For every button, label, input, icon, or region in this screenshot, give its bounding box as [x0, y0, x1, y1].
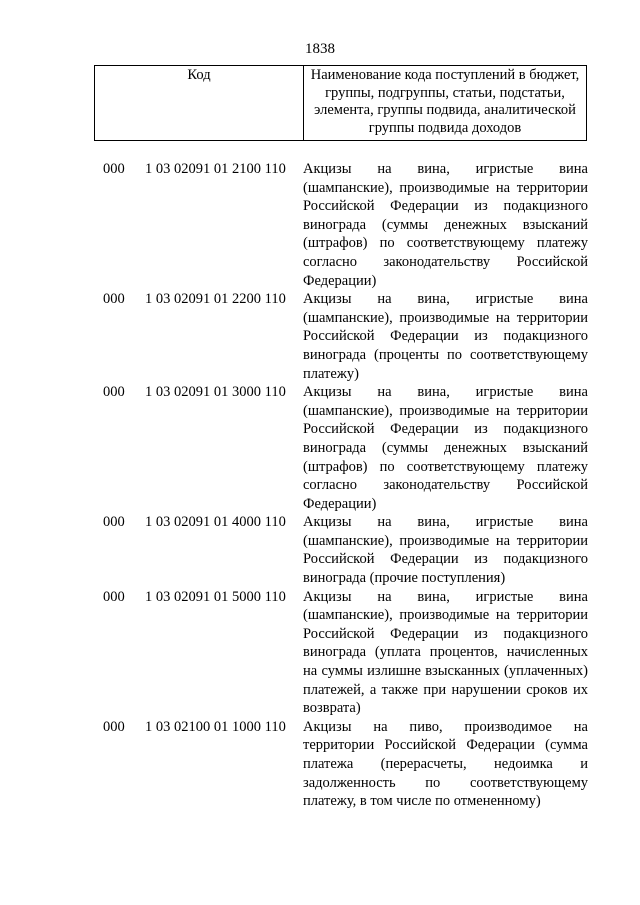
revenue-name: Акцизы на вина, игристые вина (шампанские), производимые на территории Российской Федерации из подакцизного винограда (уплата процентов, начисленных на суммы излишне взысканных (уплаченных) платежей, а также при нарушении сроков их возврата)	[303, 588, 588, 717]
table-row	[0, 588, 640, 718]
revenue-code: 1 03 02091 01 4000 110	[145, 514, 286, 531]
revenue-code: 1 03 02091 01 2200 110	[145, 291, 286, 308]
revenue-code: 1 03 02091 01 2100 110	[145, 161, 286, 177]
revenue-name: Акцизы на вина, игристые вина (шампанские), производимые на территории Российской Федерации из подакцизного винограда (суммы денежных взысканий (штрафов) по соответствующему платежу согласно законодательству Российской Федерации)	[303, 384, 588, 512]
revenue-code: 1 03 02100 01 1000 110	[145, 718, 286, 735]
header-code-cell: Код	[95, 66, 304, 141]
table-header	[94, 65, 587, 141]
table-row	[0, 290, 640, 383]
table-row	[0, 383, 640, 513]
revenue-name: Акцизы на вина, игристые вина (шампанские), производимые на территории Российской Федерации из подакцизного винограда (проценты по соответствующему платежу)	[303, 291, 588, 382]
page-number: 1838	[305, 41, 335, 57]
admin-code: 000	[103, 718, 125, 735]
table-row	[0, 513, 640, 587]
table-row	[0, 718, 640, 811]
revenue-name: Акцизы на пиво, производимое на территории Российской Федерации (сумма платежа (перерасчеты, недоимка и задолженность по соответствующему платежу, в том числе по отмененному)	[303, 718, 588, 810]
admin-code: 000	[103, 291, 125, 308]
table-row	[0, 160, 640, 290]
admin-code: 000	[103, 588, 125, 605]
revenue-name: Акцизы на вина, игристые вина (шампанские), производимые на территории Российской Федерации из подакцизного винограда (прочие поступления)	[303, 514, 588, 587]
admin-code: 000	[103, 514, 125, 531]
revenue-code: 1 03 02091 01 5000 110	[145, 588, 286, 605]
revenue-code: 1 03 02091 01 3000 110	[145, 384, 286, 401]
revenue-name: Акцизы на вина, игристые вина (шампанские), производимые на территории Российской Федерации из подакцизного винограда (суммы денежных взысканий (штрафов) по соответствующему платежу согласно законодательству Российской Федерации)	[303, 161, 588, 289]
admin-code: 000	[103, 384, 125, 401]
admin-code: 000	[103, 161, 125, 177]
header-name-cell: Наименование кода поступлений в бюджет, группы, подгруппы, статьи, подстатьи, элемента, группы подвида, аналитической группы подвида доходов	[304, 66, 587, 141]
revenue-code-list	[0, 160, 640, 811]
